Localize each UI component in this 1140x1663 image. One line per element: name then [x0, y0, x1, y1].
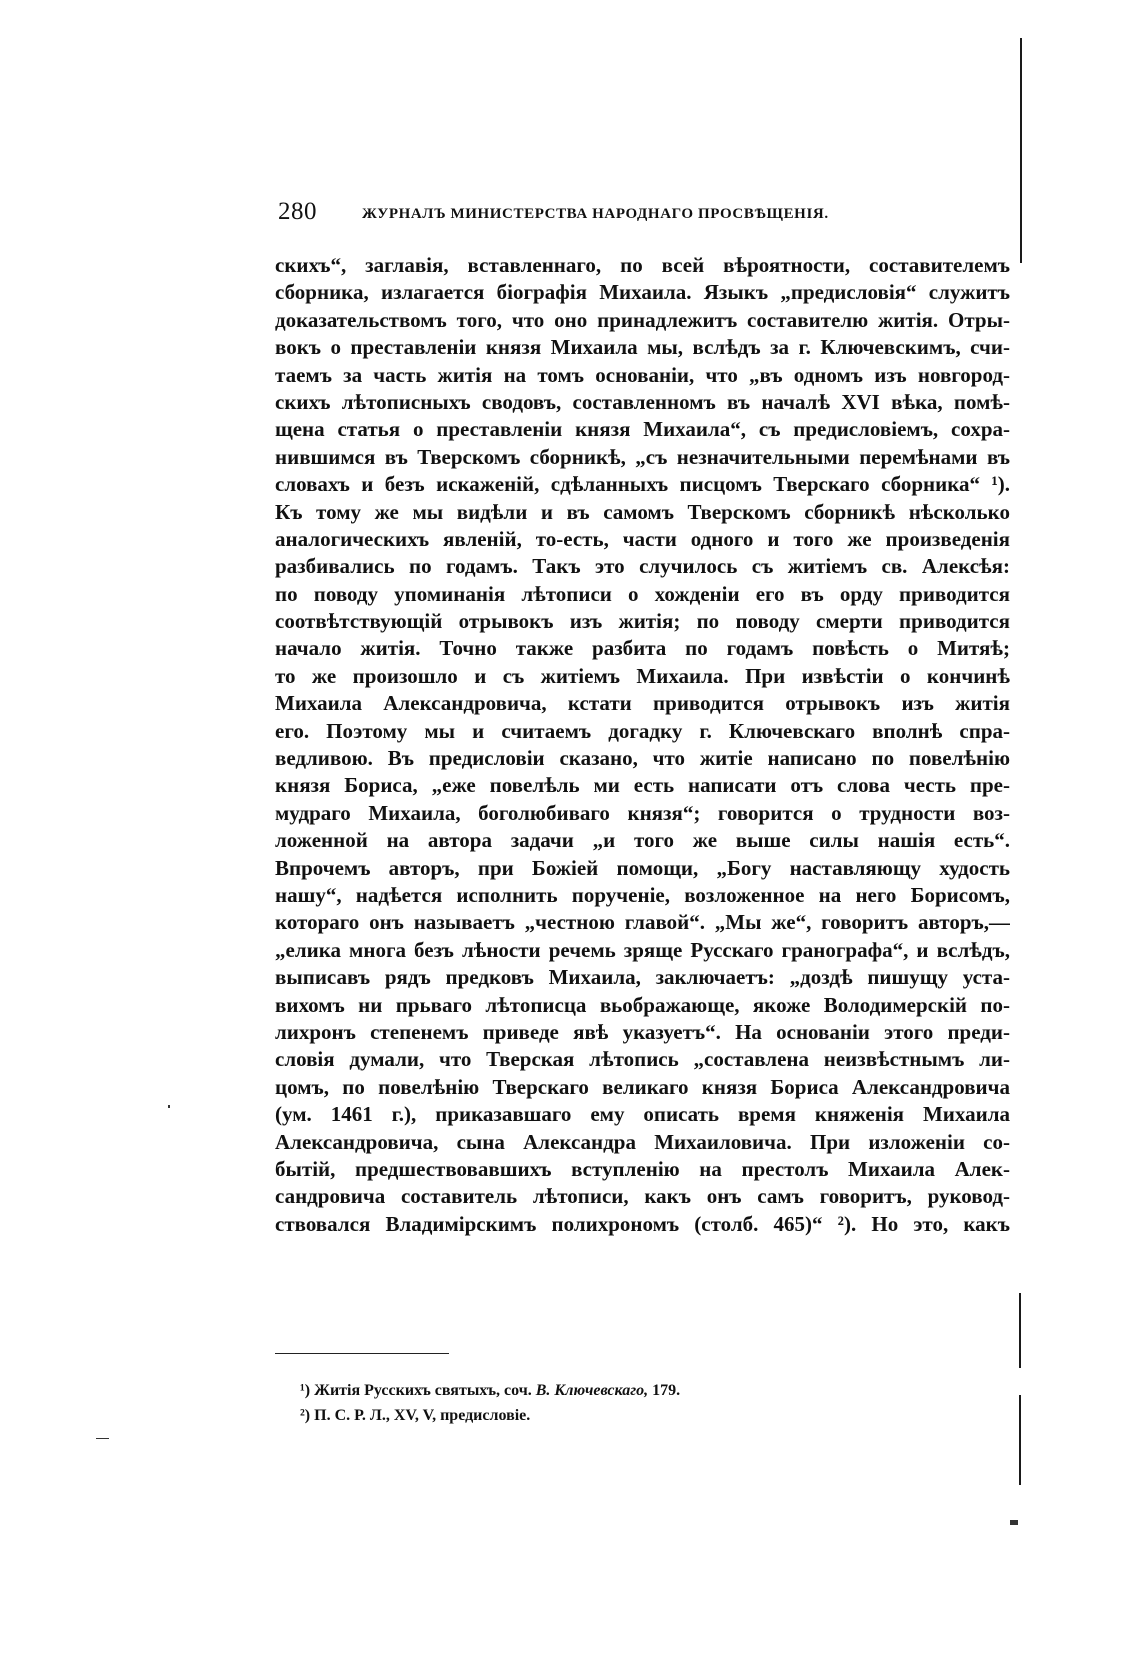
text-line: скихъ лѣтописныхъ сводовъ, составленномъ въ началѣ XVI вѣка, помѣ- — [275, 389, 1010, 414]
journal-title: ЖУРНАЛЪ МИНИСТЕРСТВА НАРОДНАГО ПРОСВѢЩЕНІЯ. — [362, 206, 829, 222]
text-line: Михаила Александровича, кстати приводится отрывокъ изъ житія — [275, 691, 1010, 716]
scan-corner-mark — [1010, 1520, 1018, 1525]
text-line: сборника, излагается біографія Михаила. Языкъ „предисловія“ служитъ — [275, 280, 1010, 305]
text-line: начало житія. Точно также разбита по годамъ повѣсть о Митяѣ; — [275, 636, 1010, 661]
text-line: цомъ, по повелѣнію Тверскаго великаго князя Бориса Александровича — [275, 1074, 1010, 1099]
text-line: ствовался Владимірскимъ полихрономъ (столб. 465)“ ²). Но это, какъ — [275, 1211, 1010, 1236]
text-line: ведливою. Въ предисловіи сказано, что житіе написано по повелѣнію — [275, 746, 1010, 771]
footnote-1 — [300, 1378, 900, 1403]
text-line: скихъ“, заглавія, вставленнаго, по всей вѣроятности, составителемъ — [275, 253, 1010, 277]
text-line: таемъ за часть житія на томъ основаніи, что „въ одномъ изъ новгород- — [275, 362, 1010, 387]
text-line: соотвѣтствующій отрывокъ изъ житія; по поводу смерти приводится — [275, 609, 1010, 634]
scan-edge-line-low — [1019, 1395, 1021, 1485]
running-header — [278, 198, 918, 226]
text-line: нашу“, надѣется исполнить порученіе, возложенное на него Борисомъ, — [275, 882, 1010, 907]
body-text — [275, 252, 1010, 1238]
text-line: лихронъ степенемъ приведе явѣ указуетъ“. На основаніи этого преди- — [275, 1019, 1010, 1044]
text-line: разбивались по годамъ. Такъ это случилось съ житіемъ св. Алексѣя: — [275, 554, 1010, 579]
text-line: князя Бориса, „еже повелѣль ми есть написати отъ слова честь пре- — [275, 773, 1010, 798]
text-line: вокъ о преставленіи князя Михаила мы, вслѣдъ за г. Ключевскимъ, счи- — [275, 335, 1010, 360]
scan-speck — [168, 1105, 170, 1108]
text-line: (ум. 1461 г.), приказавшаго ему описать время княженія Михаила — [275, 1102, 1010, 1127]
text-line: мудраго Михаила, боголюбиваго князя“; говорится о трудности воз- — [275, 800, 1010, 825]
footnote-1-mark: ¹) — [300, 1382, 311, 1399]
text-line: нившимся въ Тверскомъ сборникѣ, „съ незначительными перемѣнами въ — [275, 444, 1010, 469]
scan-edge-line-mid — [1019, 1293, 1021, 1368]
text-line: то же произошло и съ житіемъ Михаила. При извѣстіи о кончинѣ — [275, 663, 1010, 688]
text-line: аналогическихъ явленій, то-есть, части одного и того же произведенія — [275, 526, 1010, 551]
text-line: ложенной на автора задачи „и того же выше силы нашія есть“. — [275, 828, 1010, 853]
text-line: словія думали, что Тверская лѣтопись „составлена неизвѣстнымъ ли- — [275, 1047, 1010, 1072]
footnote-1-author: В. Ключевскаго, — [535, 1382, 649, 1399]
scan-dash — [96, 1438, 109, 1439]
text-line: словахъ и безъ искаженій, сдѣланныхъ писцомъ Тверскаго сборника“ ¹). — [275, 472, 1010, 497]
footnote-2 — [300, 1403, 900, 1428]
text-line: сандровича составитель лѣтописи, какъ онъ самъ говоритъ, руковод- — [275, 1184, 1010, 1209]
text-line: доказательствомъ того, что оно принадлежитъ составителю житія. Отры- — [275, 307, 1010, 332]
scan-edge-line-top — [1020, 38, 1022, 263]
text-line: щена статья о преставленіи князя Михаила“, съ предисловіемъ, сохра- — [275, 417, 1010, 442]
footnote-2-mark: ²) — [300, 1407, 311, 1424]
text-line: Къ тому же мы видѣли и въ самомъ Тверскомъ сборникѣ нѣсколько — [275, 499, 1010, 524]
footnote-1-text: Житія Русскихъ святыхъ, соч. — [314, 1382, 532, 1399]
text-line: вихомъ ни прьваго лѣтописца вьображающе, якоже Володимерскій по- — [275, 992, 1010, 1017]
text-line: по поводу упоминанія лѣтописи о хожденіи его въ орду приводится — [275, 581, 1010, 606]
text-line: бытій, предшествовавшихъ вступленію на престолъ Михаила Алек- — [275, 1156, 1010, 1181]
text-line: „елика многа безъ лѣности речемь зряще Русскаго гранографа“, и вслѣдъ, — [275, 937, 1010, 962]
text-line: Впрочемъ авторъ, при Божіей помощи, „Богу наставляющу худость — [275, 855, 1010, 880]
footnotes — [300, 1378, 900, 1428]
text-line: Александровича, сына Александра Михаиловича. При изложеніи со- — [275, 1129, 1010, 1154]
footnote-1-page: 179. — [652, 1382, 681, 1399]
page-number: 280 — [278, 198, 317, 225]
footnote-2-text: П. С. Р. Л., XV, V, предисловіе. — [314, 1407, 531, 1424]
text-line: котораго онъ называетъ „честною главой“. „Мы же“, говоритъ авторъ,— — [275, 910, 1010, 935]
text-line: выписавъ рядъ предковъ Михаила, заключаетъ: „доздѣ пишущу уста- — [275, 965, 1010, 990]
footnote-divider — [275, 1353, 449, 1354]
text-line: его. Поэтому мы и считаемъ догадку г. Ключевскаго вполнѣ спра- — [275, 718, 1010, 743]
